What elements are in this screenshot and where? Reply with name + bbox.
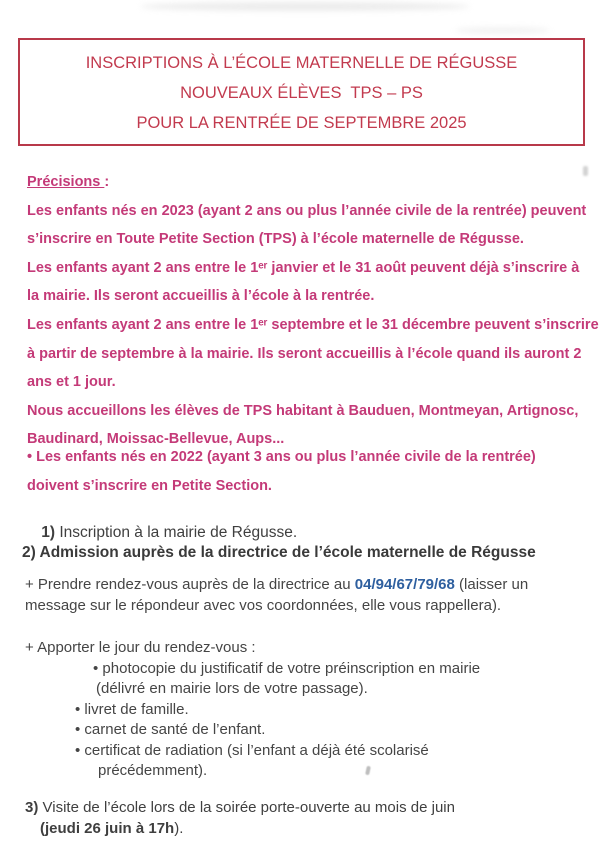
documents-to-bring bbox=[25, 638, 480, 782]
note-2022-line: • Les enfants nés en 2022 (ayant 3 ans ou plus l’année civile de la rentrée) bbox=[27, 449, 536, 465]
bring-intro: + Apporter le jour du rendez-vous : bbox=[25, 639, 256, 656]
precisions-line: Baudinard, Moissac-Bellevue, Aups... bbox=[27, 431, 285, 448]
step-2-heading: 2) Admission auprès de la directrice de l’école maternelle de Régusse bbox=[22, 544, 536, 561]
appointment-text-post: (laisser un bbox=[454, 576, 529, 593]
precisions-line: à partir de septembre à la mairie. Ils seront accueillis à l’école quand ils auront 2 bbox=[27, 345, 582, 362]
scan-artifact bbox=[140, 2, 470, 11]
title-line-3: POUR LA RENTRÉE DE SEPTEMBRE 2025 bbox=[136, 114, 467, 132]
appointment-line-1 bbox=[25, 575, 528, 596]
step-3-line-1 bbox=[25, 798, 455, 819]
precisions-heading: Précisions bbox=[27, 174, 105, 190]
step-3-text: Visite de l’école lors de la soirée porte-ouverte au mois de juin bbox=[38, 799, 455, 816]
step-3-number: 3) bbox=[25, 799, 39, 816]
precisions-colon: : bbox=[104, 174, 110, 190]
bring-item: • carnet de santé de l’enfant. bbox=[75, 721, 266, 738]
precisions-line: s’inscrire en Toute Petite Section (TPS) à l’école maternelle de Régusse. bbox=[27, 231, 524, 248]
precisions-line: Les enfants ayant 2 ans entre le 1ᵉʳ septembre et le 31 décembre peuvent s’inscrire bbox=[27, 316, 599, 333]
appointment-line-2: message sur le répondeur avec vos coordonnées, elle vous rappellera). bbox=[25, 596, 502, 614]
step-3 bbox=[25, 798, 455, 839]
precisions-section bbox=[27, 168, 599, 454]
step-3-line-end: ). bbox=[174, 819, 184, 837]
precisions-heading-line bbox=[27, 168, 599, 197]
appointment-paragraph bbox=[25, 575, 528, 616]
precisions-line: ans et 1 jour. bbox=[27, 374, 116, 391]
precisions-line: Nous accueillons les élèves de TPS habitant à Bauduen, Montmeyan, Artignosc, bbox=[27, 402, 579, 419]
note-2022 bbox=[27, 443, 536, 500]
bring-item-continuation: (délivré en mairie lors de votre passage). bbox=[96, 680, 368, 697]
title-line-2: NOUVEAUX ÉLÈVES TPS – PS bbox=[180, 84, 423, 102]
appointment-text-pre: + Prendre rendez-vous auprès de la directrice au bbox=[25, 576, 355, 593]
bring-item: • livret de famille. bbox=[75, 700, 189, 718]
step-3-date: (jeudi 26 juin à 17h bbox=[40, 819, 175, 837]
step-3-line-2 bbox=[25, 819, 455, 840]
precisions-line: Les enfants nés en 2023 (ayant 2 ans ou plus l’année civile de la rentrée) peuvent bbox=[27, 202, 587, 219]
bring-item: • certificat de radiation (si l’enfant a déjà été scolarisé bbox=[75, 741, 429, 759]
phone-number: 04/94/67/79/68 bbox=[354, 576, 455, 593]
step-1-text: Inscription à la mairie de Régusse. bbox=[55, 524, 298, 541]
precisions-line: la mairie. Ils seront accueillis à l’école à la rentrée. bbox=[27, 288, 375, 305]
title-line-1: INSCRIPTIONS À L’ÉCOLE MATERNELLE DE RÉGUSSE bbox=[85, 54, 518, 72]
title-box bbox=[18, 38, 585, 146]
precisions-line: Les enfants ayant 2 ans entre le 1ᵉʳ janvier et le 31 août peuvent déjà s’inscrire à bbox=[27, 259, 580, 276]
bring-item: • photocopie du justificatif de votre préinscription en mairie bbox=[93, 659, 481, 677]
step-1-number: 1) bbox=[41, 524, 56, 541]
bring-item-continuation: précédemment). bbox=[98, 762, 208, 779]
note-2022-line: doivent s’inscrire en Petite Section. bbox=[27, 477, 272, 494]
scan-artifact bbox=[455, 27, 550, 34]
